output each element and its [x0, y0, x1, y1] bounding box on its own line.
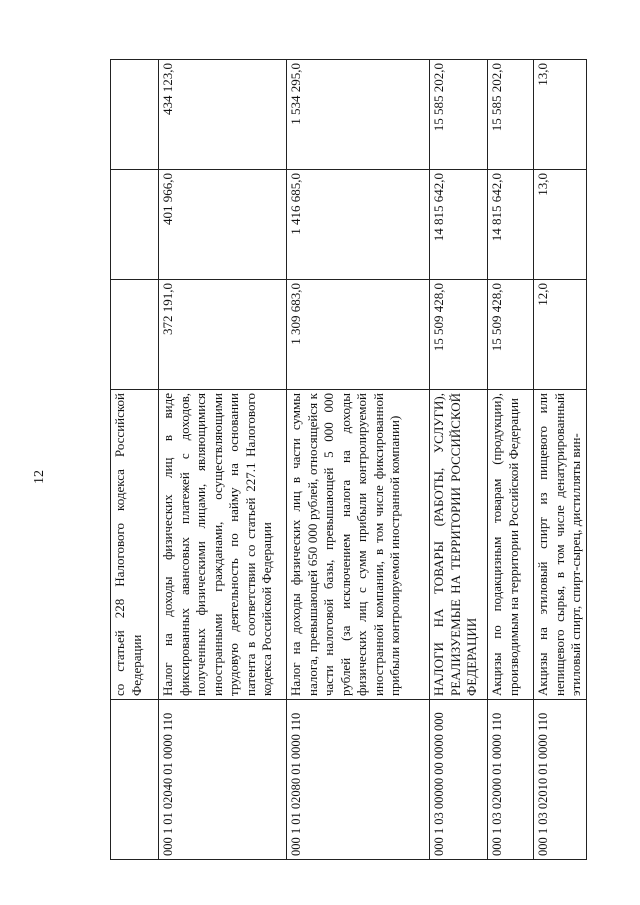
table-row — [159, 60, 287, 860]
amount-year3-cell: 434 123,0 — [159, 60, 287, 170]
amount-year1-cell: 15 509 428,0 — [488, 280, 534, 390]
kbk-code-cell: 000 1 01 02040 01 0000 110 — [159, 700, 287, 860]
income-name-cell: НАЛОГИ НА ТОВАРЫ (РАБОТЫ, УСЛУГИ), РЕАЛИЗУЕМЫЕ НА ТЕРРИТОРИИ РОССИЙСКОЙ ФЕДЕРАЦИИ — [430, 390, 488, 700]
amount-year2-cell: 13,0 — [534, 170, 587, 280]
table-row — [534, 60, 587, 860]
amount-year1-cell: 12,0 — [534, 280, 587, 390]
amount-year1-cell: 1 309 683,0 — [287, 280, 430, 390]
budget-table — [110, 59, 587, 860]
table-row — [111, 60, 159, 860]
kbk-code-cell: 000 1 03 02000 01 0000 110 — [488, 700, 534, 860]
income-name-cell: Акцизы на этиловый спирт из пищевого или непищевого сырья, в том числе денатурированный этиловый спирт, спирт-сырец, дистилляты вин- — [534, 390, 587, 700]
kbk-code-cell: 000 1 03 02010 01 0000 110 — [534, 700, 587, 860]
amount-year2-cell: 401 966,0 — [159, 170, 287, 280]
income-name-cell: Налог на доходы физических лиц в виде фиксированных авансовых платежей с доходов, полученных физическими лицами, являющимися иностранными гражданами, осуществляющими трудовую деятельность по найму на основании патента в соответствии со статьей 227.1 Налогового кодекса Российской Федерации — [159, 390, 287, 700]
amount-year2-cell: 1 416 685,0 — [287, 170, 430, 280]
amount-year3-cell: 13,0 — [534, 60, 587, 170]
amount-year3-cell — [111, 60, 159, 170]
kbk-code-cell: 000 1 03 00000 00 0000 000 — [430, 700, 488, 860]
table-row — [287, 60, 430, 860]
table-row — [430, 60, 488, 860]
rotated-table-container — [110, 60, 585, 860]
income-name-cell: Налог на доходы физических лиц в части суммы налога, превышающей 650 000 рублей, относящейся к части налоговой базы, превышающей 5 000 000 рублей (за исключением налога на доходы физических лиц с сумм прибыли контролируемой иностранной компании, в том числе фиксированной прибыли контролируемой иностранной компании) — [287, 390, 430, 700]
amount-year2-cell — [111, 170, 159, 280]
amount-year1-cell: 372 191,0 — [159, 280, 287, 390]
page-number: 12 — [32, 470, 47, 484]
table-row — [488, 60, 534, 860]
amount-year3-cell: 15 585 202,0 — [488, 60, 534, 170]
amount-year2-cell: 14 815 642,0 — [430, 170, 488, 280]
income-name-cell: со статьей 228 Налогового кодекса Российской Федерации — [111, 390, 159, 700]
amount-year1-cell — [111, 280, 159, 390]
income-name-cell: Акцизы по подакцизным товарам (продукции), производимым на территории Российской Федерации — [488, 390, 534, 700]
amount-year3-cell: 1 534 295,0 — [287, 60, 430, 170]
amount-year3-cell: 15 585 202,0 — [430, 60, 488, 170]
amount-year1-cell: 15 509 428,0 — [430, 280, 488, 390]
amount-year2-cell: 14 815 642,0 — [488, 170, 534, 280]
kbk-code-cell — [111, 700, 159, 860]
kbk-code-cell: 000 1 01 02080 01 0000 110 — [287, 700, 430, 860]
